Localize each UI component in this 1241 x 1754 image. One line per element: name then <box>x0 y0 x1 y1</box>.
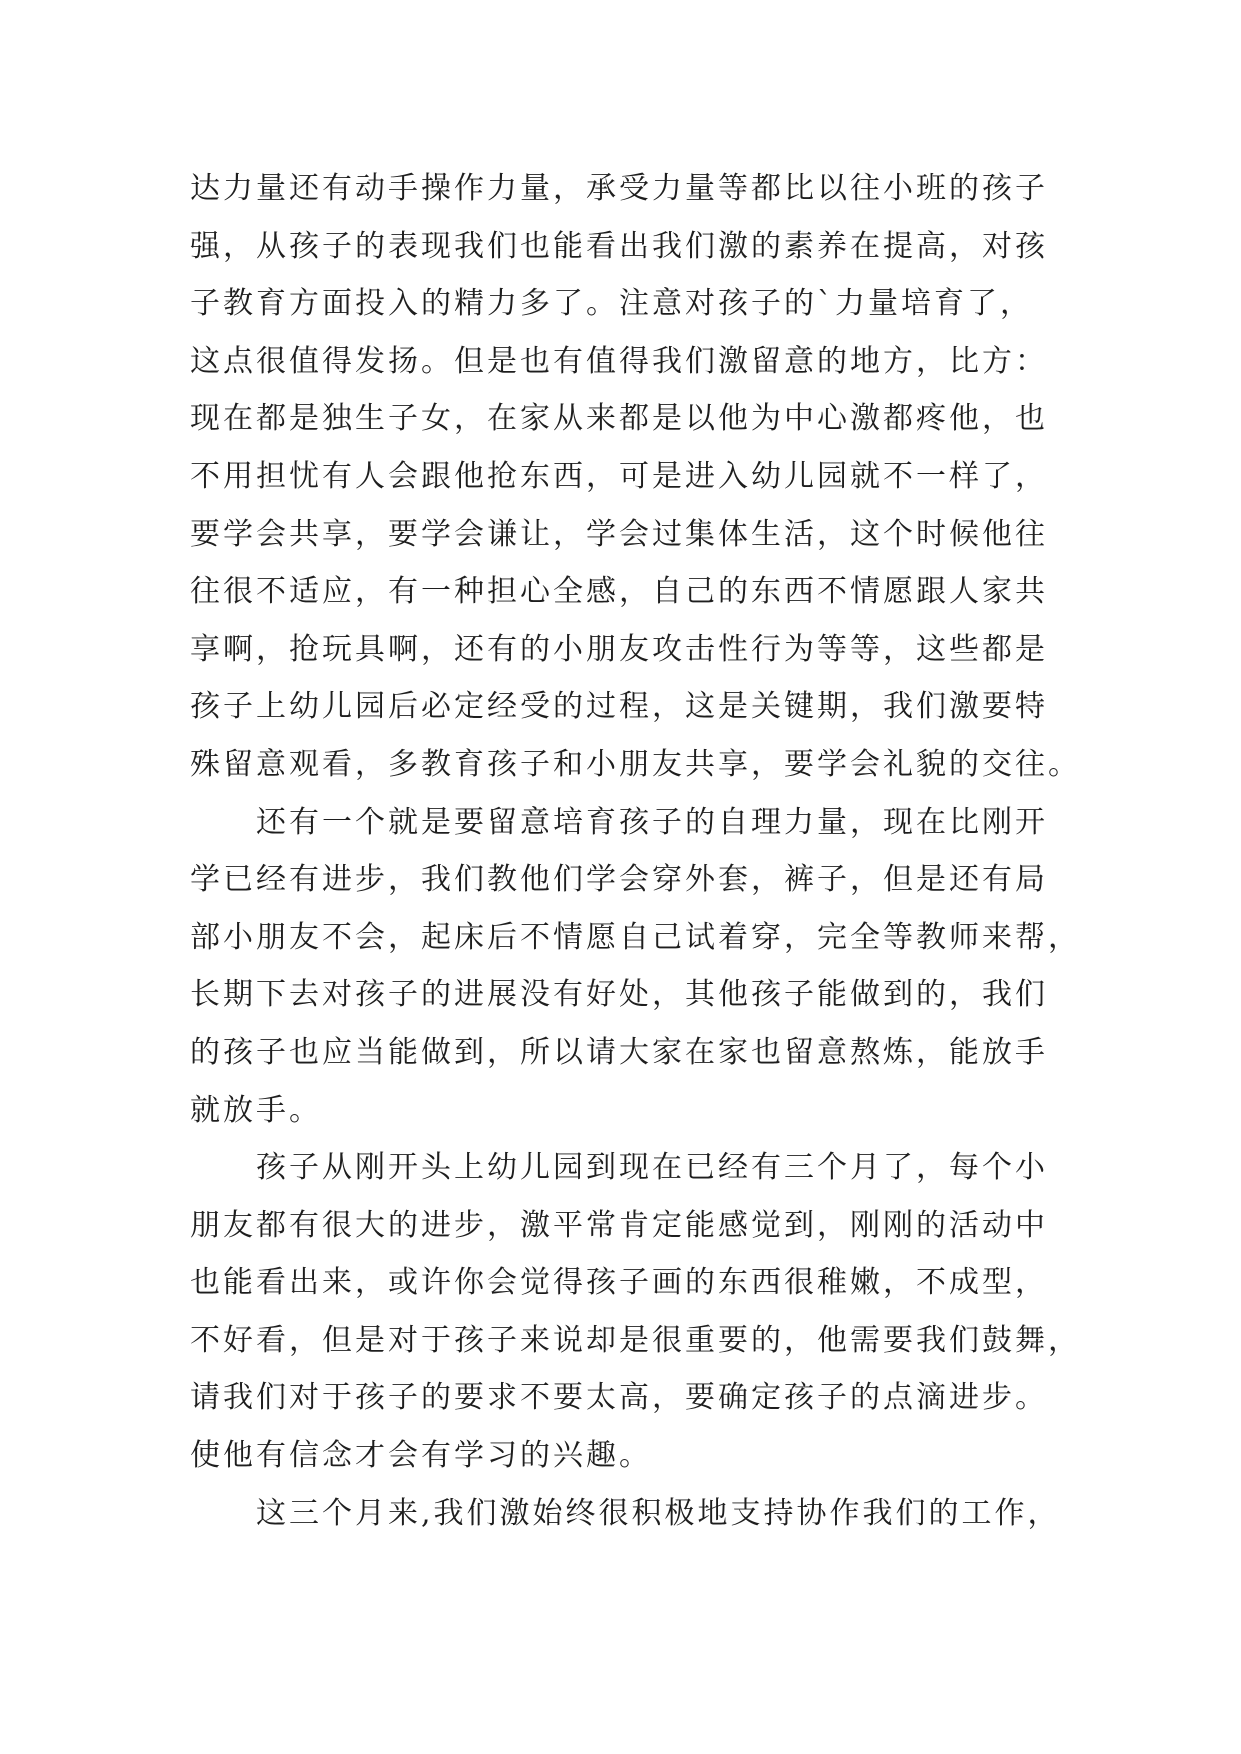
text-line: 现在都是独生子女，在家从来都是以他为中心激都疼他，也 <box>190 401 1048 437</box>
text-line: 的孩子也应当能做到，所以请大家在家也留意熬炼，能放手 <box>190 1034 1048 1070</box>
text-line: 就放手。 <box>190 1092 322 1128</box>
text-line: 达力量还有动手操作力量，承受力量等都比以往小班的孩子 <box>190 171 1048 206</box>
text-line: 孩子从刚开头上幼儿园到现在已经有三个月了，每个小 <box>190 1150 1048 1186</box>
text-line: 往很不适应，有一种担心全感，自己的东西不情愿跟人家共 <box>190 574 1048 610</box>
text-line: 还有一个就是要留意培育孩子的自理力量，现在比刚开 <box>190 804 1048 840</box>
text-line: 也能看出来，或许你会觉得孩子画的东西很稚嫩，不成型， <box>190 1265 1048 1301</box>
text-line: 这三个月来,我们激始终很积极地支持协作我们的工作， <box>190 1495 1061 1531</box>
text-line: 不好看，但是对于孩子来说却是很重要的，他需要我们鼓舞， <box>190 1322 1081 1358</box>
text-line: 学已经有进步，我们教他们学会穿外套，裤子，但是还有局 <box>190 862 1048 898</box>
text-line: 孩子上幼儿园后必定经受的过程，这是关键期，我们激要特 <box>190 689 1048 725</box>
text-line: 这点很值得发扬。但是也有值得我们激留意的地方，比方： <box>190 343 1048 379</box>
text-line: 不用担忧有人会跟他抢东西，可是进入幼儿园就不一样了， <box>190 458 1048 494</box>
text-line: 部小朋友不会，起床后不情愿自己试着穿，完全等教师来帮， <box>190 919 1081 955</box>
text-line: 享啊，抢玩具啊，还有的小朋友攻击性行为等等，这些都是 <box>190 631 1048 667</box>
text-line: 朋友都有很大的进步，激平常肯定能感觉到，刚刚的活动中 <box>190 1207 1048 1243</box>
text-line: 殊留意观看，多教育孩子和小朋友共享，要学会礼貌的交往。 <box>190 746 1081 782</box>
text-line: 子教育方面投入的精力多了。注意对孩子的`力量培育了， <box>190 286 1033 322</box>
text-line: 请我们对于孩子的要求不要太高，要确定孩子的点滴进步。 <box>190 1380 1048 1416</box>
text-line: 强，从孩子的表现我们也能看出我们激的素养在提高，对孩 <box>190 228 1048 264</box>
text-line: 长期下去对孩子的进展没有好处，其他孩子能做到的，我们 <box>190 977 1048 1013</box>
text-line: 使他有信念才会有学习的兴趣。 <box>190 1438 652 1474</box>
text-line: 要学会共享，要学会谦让，学会过集体生活，这个时候他往 <box>190 516 1048 552</box>
body-text <box>190 160 1081 1542</box>
